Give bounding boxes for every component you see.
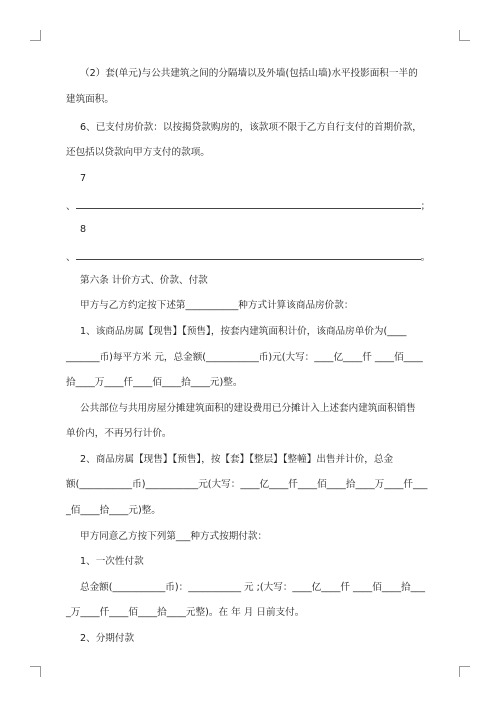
paragraph-line: 建筑面积。 (66, 94, 114, 105)
crop-mark-bottom-left (30, 666, 41, 677)
paragraph-line: 2、分期付款 (80, 633, 135, 644)
crop-mark-top-left (30, 30, 41, 41)
paragraph-line: 甲方与乙方约定按下述第___________种方式计算该商品房价款： (80, 300, 354, 311)
paragraph-line: 公共部位与共用房屋分摊建筑面积的建设费用已分摊计入上述套内建筑面积销售 (80, 403, 416, 414)
crop-mark-top-right (459, 30, 470, 41)
crop-mark-bottom-right (459, 666, 470, 677)
paragraph-line: 拾____万____仟____佰____拾____元)整。 (66, 377, 243, 388)
fill-in-underline (76, 249, 421, 260)
paragraph-line: _______币)每平方米 元，总金额(___________币)元(大写：____亿____仟 ____佰____ (66, 352, 423, 363)
paragraph-line: 1、一次性付款 (80, 556, 144, 567)
paragraph-line: 总金额(___________币)：___________ 元 ;(大写：____亿____仟 ____佰____拾___ (80, 582, 425, 593)
blank-fill-line: 、 ； (66, 198, 451, 213)
paragraph-line: 1、该商品房属【现售】【预售】，按套内建筑面积计价，该商品房单价为(____ (80, 326, 407, 337)
paragraph-line: 还包括以贷款向甲方支付的款项。 (66, 147, 210, 158)
paragraph-line: 6、已支付房价款：以按揭贷款购房的，该款项不限于乙方自行支付的首期价款， (80, 122, 422, 133)
paragraph-line: 单价内，不再另行计价。 (66, 428, 172, 439)
paragraph-line: _万____仟____佰____拾____元整)。在 年 月 日前支付。 (66, 607, 305, 618)
section-heading: 第六条 计价方式、价款、付款 (80, 275, 208, 286)
paragraph-line: 2、商品房属【现售】【预售】，按【套】【整层】【整幢】出售并计价，总金 (80, 454, 394, 465)
paragraph-line: （2）套(单元)与公共建筑之间的分隔墙以及外墙(包括山墙)水平投影面积一半的 (80, 68, 418, 79)
blank-fill-line: 、 。 (66, 249, 451, 264)
item-number: 8 (80, 224, 87, 235)
paragraph-line: _佰____拾____元)整。 (66, 505, 161, 516)
item-number: 7 (80, 173, 87, 184)
paragraph-line: 甲方同意乙方按下列第___种方式按期付款： (80, 531, 268, 542)
paragraph-line: 额(___________币)___________元(大写：____亿____仟____佰____拾____万____仟___ (66, 479, 428, 490)
fill-in-underline (76, 198, 421, 209)
